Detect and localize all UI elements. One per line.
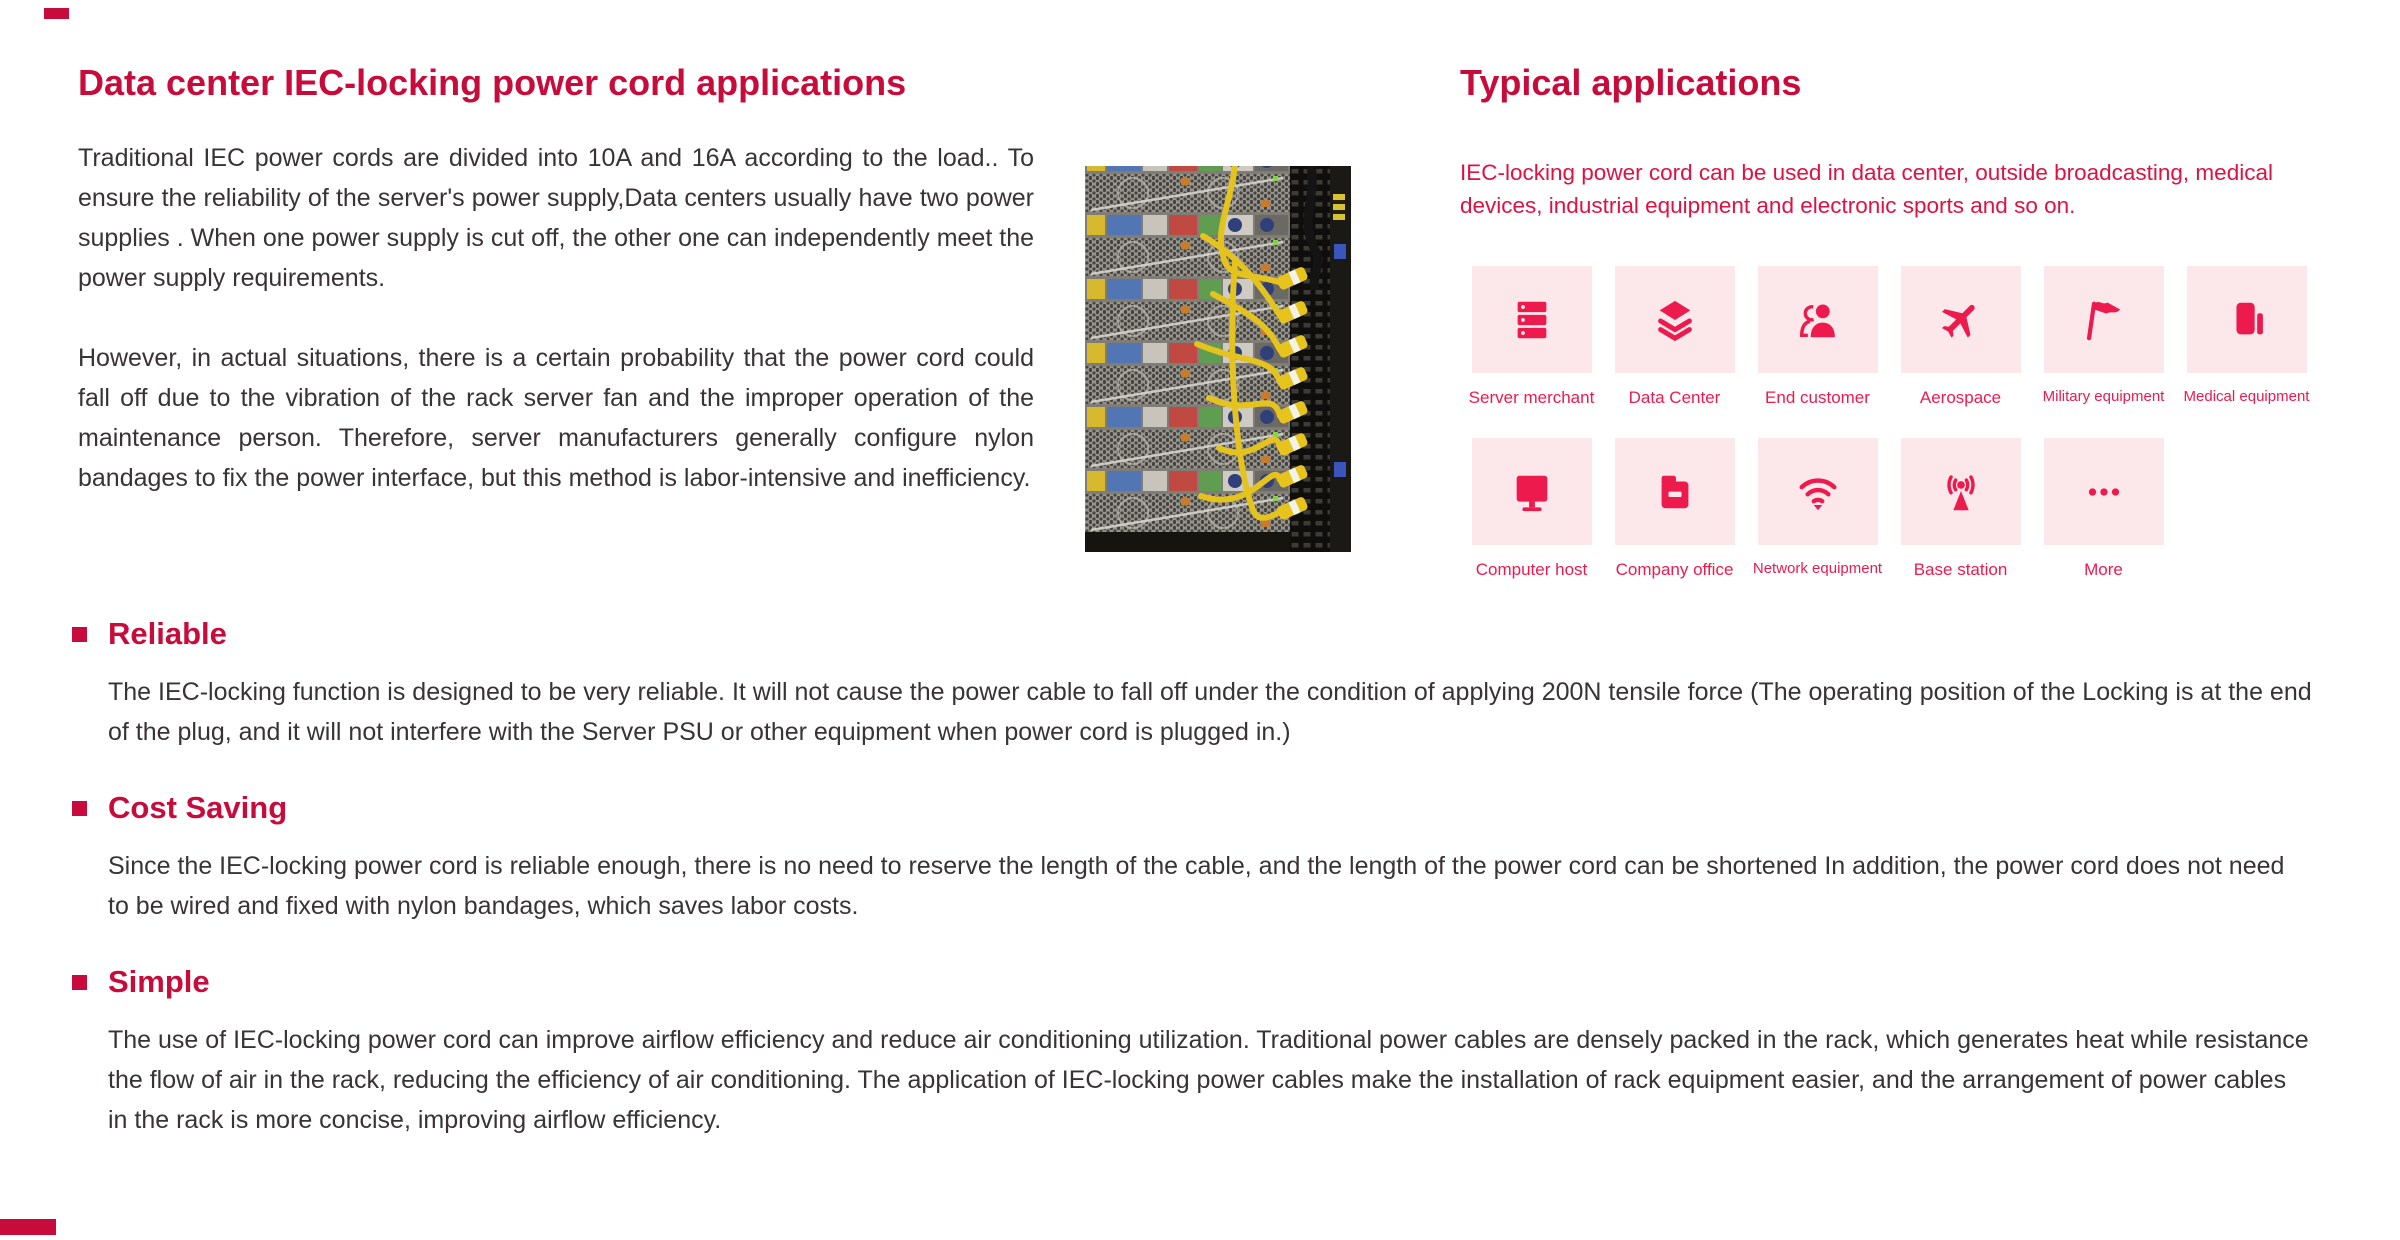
app-tile-medical-equipment <box>2175 266 2318 408</box>
tile <box>2044 438 2164 545</box>
feature-title <box>60 616 2312 652</box>
medical-device-icon <box>2224 297 2270 343</box>
app-tile-computer-host <box>1460 438 1603 580</box>
app-tile-company-office <box>1603 438 1746 580</box>
tile-label: Network equipment <box>1752 560 1883 577</box>
app-tile-network-equipment <box>1746 438 1889 580</box>
left-paragraph-2: However, in actual situations, there is a certain probability that the power cord could fall off due to the vibration of the rack server fan and the improper operation of the maintenance person. Therefore, server manufacturers generally configure nylon bandages to fix the power interface, but this method is labor-intensive and inefficiency. <box>78 344 1034 492</box>
folder-icon <box>1652 469 1698 515</box>
tile <box>2044 266 2164 373</box>
ellipsis-icon <box>2081 469 2127 515</box>
red-deco-mark-bottom <box>0 1219 56 1235</box>
flag-icon <box>2081 297 2127 343</box>
feature-title-text: Reliable <box>108 616 227 651</box>
tile <box>2187 266 2307 373</box>
app-tile-more <box>2032 438 2175 580</box>
tile <box>1615 266 1735 373</box>
tile-label: Medical equipment <box>2183 388 2310 405</box>
tile-label: Company office <box>1615 560 1734 579</box>
tile <box>1472 266 1592 373</box>
antenna-icon <box>1938 469 1984 515</box>
tile <box>1615 438 1735 545</box>
bullet-square-icon <box>72 975 87 990</box>
app-tile-aerospace <box>1889 266 2032 408</box>
typical-applications-intro: IEC-locking power cord can be used in data center, outside broadcasting, medical devices, industrial equipment and electronic sports and so on. <box>1460 160 2273 218</box>
feature-reliable <box>60 616 2312 752</box>
tile <box>1472 438 1592 545</box>
bullet-square-icon <box>72 627 87 642</box>
tile-label: Computer host <box>1475 560 1588 579</box>
feature-title <box>60 790 2312 826</box>
tile-label: Aerospace <box>1919 388 2002 407</box>
server-icon <box>1509 297 1555 343</box>
left-section-title: Data center IEC-locking power cord applications <box>78 62 907 103</box>
tile-label: Data Center <box>1628 388 1721 407</box>
wifi-icon <box>1795 469 1841 515</box>
airplane-icon <box>1938 297 1984 343</box>
tile-label: Base station <box>1913 560 2008 579</box>
app-tile-server-merchant <box>1460 266 1603 408</box>
app-tile-base-station <box>1889 438 2032 580</box>
tile <box>1901 266 2021 373</box>
tile <box>1758 266 1878 373</box>
feature-title-text: Simple <box>108 964 210 999</box>
left-section <box>78 62 1034 498</box>
app-tile-end-customer <box>1746 266 1889 408</box>
tile-label: Military equipment <box>2042 388 2165 405</box>
feature-list <box>60 616 2312 1140</box>
feature-simple <box>60 964 2312 1140</box>
tile-label: More <box>2084 560 2123 579</box>
users-icon <box>1795 297 1841 343</box>
bullet-square-icon <box>72 801 87 816</box>
tile-label: End customer <box>1765 388 1870 407</box>
tile <box>1758 438 1878 545</box>
tile-row-2 <box>1460 438 2340 580</box>
typical-applications-section <box>1460 62 2340 580</box>
feature-title <box>60 964 2312 1000</box>
feature-cost-saving <box>60 790 2312 926</box>
application-tile-grid <box>1460 266 2340 580</box>
server-rack-photo <box>1085 166 1351 552</box>
feature-body: The use of IEC-locking power cord can improve airflow efficiency and reduce air conditioning utilization. Traditional power cables are densely packed in the rack, which generates heat while resistance the flow of air in the rack, reducing the efficiency of air conditioning. The application of IEC-locking power cables make the installation of rack equipment easier, and the arrangement of power cables in the rack is more concise, improving airflow efficiency. <box>108 1026 2309 1134</box>
red-deco-mark-top <box>44 8 69 19</box>
app-tile-military-equipment <box>2032 266 2175 408</box>
tile-label: Server merchant <box>1468 388 1595 407</box>
monitor-icon <box>1509 469 1555 515</box>
tile-row-1 <box>1460 266 2340 408</box>
left-paragraph-1: Traditional IEC power cords are divided into 10A and 16A according to the load.. To ensure the reliability of the server's power supply,Data centers usually have two power supplies . When one power supply is cut off, the other one can independently meet the power supply requirements. <box>78 144 1034 292</box>
app-tile-data-center <box>1603 266 1746 408</box>
layers-icon <box>1652 297 1698 343</box>
feature-title-text: Cost Saving <box>108 790 288 825</box>
feature-body: The IEC-locking function is designed to be very reliable. It will not cause the power cable to fall off under the condition of applying 200N tensile force (The operating position of the Locking is at the end of the plug, and it will not interfere with the Server PSU or other equipment when power cord is plugged in.) <box>108 678 2312 746</box>
tile <box>1901 438 2021 545</box>
feature-body: Since the IEC-locking power cord is reliable enough, there is no need to reserve the length of the cable, and the length of the power cord can be shortened In addition, the power cord does not need to be wired and fixed with nylon bandages, which saves labor costs. <box>108 852 2285 920</box>
typical-applications-title: Typical applications <box>1460 62 1802 103</box>
